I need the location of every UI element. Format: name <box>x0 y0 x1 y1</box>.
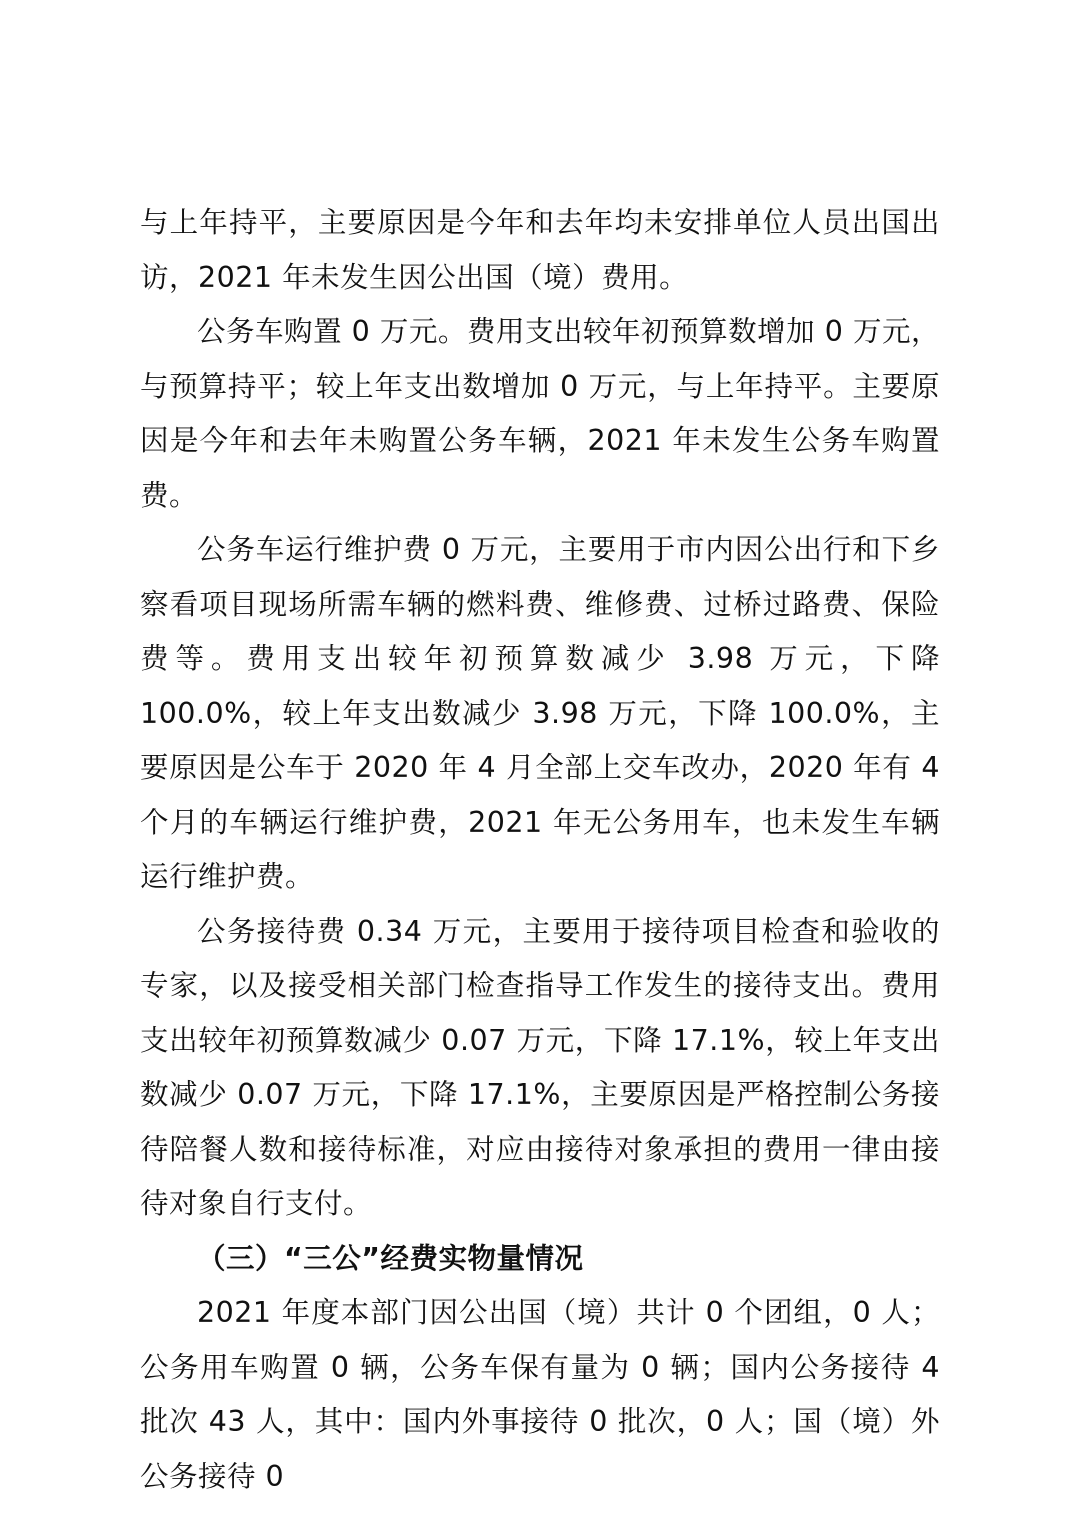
paragraph-outbound-travel: 与上年持平，主要原因是今年和去年均未安排单位人员出国出访，2021 年未发生因公出国（境）费用。 <box>140 206 940 294</box>
paragraph-vehicle-purchase: 公务车购置 0 万元。费用支出较年初预算数增加 0 万元，与预算持平；较上年支出数增加 0 万元，与上年持平。主要原因是今年和去年未购置公务车辆，2021 年未发生公务车购置费。 <box>140 315 940 512</box>
paragraph-official-reception: 公务接待费 0.34 万元，主要用于接待项目检查和验收的专家，以及接受相关部门检查指导工作发生的接待支出。费用支出较年初预算数减少 0.07 万元，下降 17.1%，较上年支出数减少 0.07 万元，下降 17.1%，主要原因是严格控制公务接待陪餐人数和接待标准，对应由接待对象承担的费用一律由接待对象自行支付。 <box>140 914 940 1220</box>
paragraph-physical-quantities: 2021 年度本部门因公出国（境）共计 0 个团组，0 人；公务用车购置 0 辆，公务车保有量为 0 辆；国内公务接待 4 批次 43 人，其中：国内外事接待 0 批次，0 人；国（境）外公务接待 0 <box>140 1296 940 1493</box>
body-text <box>140 196 940 1504</box>
paragraph-vehicle-maintenance: 公务车运行维护费 0 万元，主要用于市内因公出行和下乡察看项目现场所需车辆的燃料费、维修费、过桥过路费、保险费等。费用支出较年初预算数减少 3.98 万元，下降 100.0%，较上年支出数减少 3.98 万元，下降 100.0%，主要原因是公车于 2020 年 4 月全部上交车改办，2020 年有 4 个月的车辆运行维护费，2021 年无公务用车，也未发生车辆运行维护费。 <box>140 533 940 893</box>
section-heading: （三）“三公”经费实物量情况 <box>197 1241 584 1275</box>
